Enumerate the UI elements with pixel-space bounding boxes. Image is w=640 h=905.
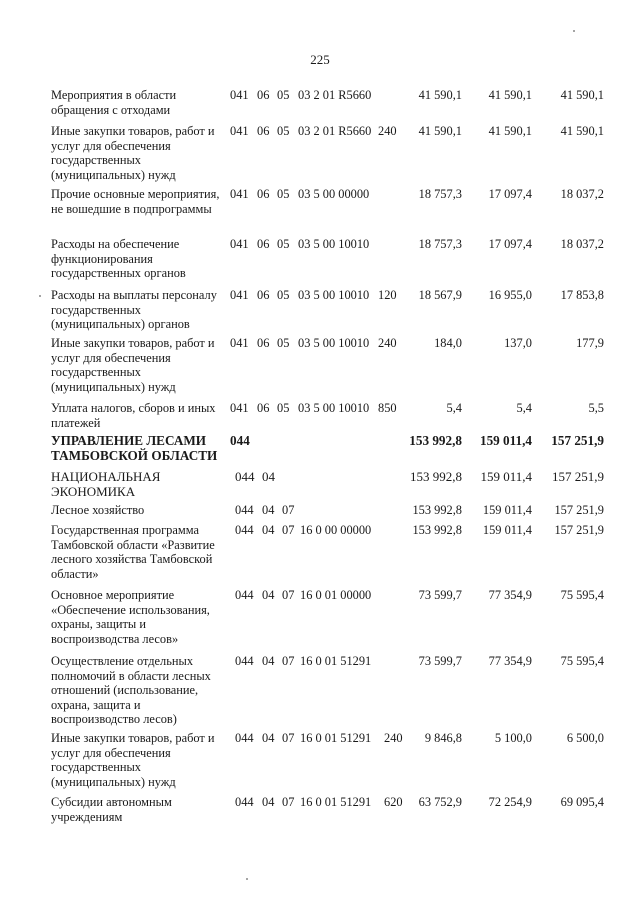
target-code: 16 0 01 51291: [300, 795, 372, 809]
ministry-code: 044: [230, 433, 250, 448]
ministry-code: 044: [235, 469, 255, 484]
value-year-3: 157 251,9: [554, 503, 604, 517]
value-year-2: 137,0: [504, 336, 532, 350]
value-year-2: 16 955,0: [488, 288, 532, 302]
subsection-code: 07: [282, 731, 295, 745]
target-code: 03 5 00 00000: [298, 187, 370, 201]
ministry-code: 041: [230, 288, 249, 302]
value-year-2: 159 011,4: [480, 469, 532, 484]
section-code: 04: [262, 731, 275, 745]
row-name: Осуществление отдельных полномочий в области лесных отношений (использование, охрана, защита и воспроизводство лесов): [51, 654, 211, 727]
value-year-1: 153 992,8: [410, 469, 462, 484]
row-name: Расходы на выплаты персоналу государственных (муниципальных) органов: [51, 288, 217, 332]
subsection-code: 05: [277, 88, 290, 102]
section-code: 06: [257, 88, 270, 102]
target-code: 03 5 00 10010: [298, 401, 370, 415]
value-year-3: 69 095,4: [560, 795, 604, 809]
scan-speck: [246, 878, 248, 880]
value-year-1: 153 992,8: [409, 433, 462, 448]
target-code: 03 5 00 10010: [298, 336, 370, 350]
row-name: Иные закупки товаров, работ и услуг для обеспечения государственных (муниципальных) нужд: [51, 336, 215, 394]
subsection-code: 05: [277, 401, 290, 415]
ministry-code: 041: [230, 88, 249, 102]
subsection-code: 05: [277, 124, 290, 138]
value-year-2: 17 097,4: [488, 187, 532, 201]
ministry-code: 041: [230, 401, 249, 415]
value-year-3: 75 595,4: [560, 654, 604, 668]
section-code: 06: [257, 288, 270, 302]
section-code: 06: [257, 336, 270, 350]
ministry-code: 041: [230, 336, 249, 350]
scan-speck: [573, 30, 575, 32]
subsection-code: 07: [282, 503, 295, 517]
value-year-2: 77 354,9: [488, 654, 532, 668]
target-code: 16 0 01 51291: [300, 731, 372, 745]
section-code: 06: [257, 187, 270, 201]
value-year-1: 41 590,1: [418, 88, 462, 102]
value-year-1: 153 992,8: [412, 523, 462, 537]
subsection-code: 07: [282, 654, 295, 668]
section-code: 06: [257, 237, 270, 251]
value-year-1: 184,0: [434, 336, 462, 350]
row-name: Основное мероприятие «Обеспечение использования, охраны, защиты и воспроизводства лесов»: [51, 588, 210, 646]
row-name: НАЦИОНАЛЬНАЯ ЭКОНОМИКА: [51, 469, 161, 499]
value-year-2: 41 590,1: [488, 88, 532, 102]
row-name: УПРАВЛЕНИЕ ЛЕСАМИ ТАМБОВСКОЙ ОБЛАСТИ: [51, 433, 218, 463]
value-year-3: 18 037,2: [560, 187, 604, 201]
section-code: 04: [262, 523, 275, 537]
section-code: 06: [257, 124, 270, 138]
subsection-code: 05: [277, 288, 290, 302]
value-year-3: 5,5: [588, 401, 604, 415]
row-name: Субсидии автономным учреждениям: [51, 795, 172, 824]
expense-type-code: 620: [384, 795, 403, 809]
value-year-3: 6 500,0: [566, 731, 604, 745]
row-name: Лесное хозяйство: [51, 503, 145, 517]
section-code: 06: [257, 401, 270, 415]
value-year-2: 72 254,9: [488, 795, 532, 809]
value-year-1: 5,4: [446, 401, 462, 415]
target-code: 16 0 01 00000: [300, 588, 372, 602]
row-name: Мероприятия в области обращения с отходами: [51, 88, 177, 117]
value-year-1: 73 599,7: [418, 588, 462, 602]
subsection-code: 05: [277, 187, 290, 201]
scan-speck: [39, 295, 41, 297]
value-year-3: 157 251,9: [554, 523, 604, 537]
value-year-3: 17 853,8: [560, 288, 604, 302]
value-year-2: 159 011,4: [482, 523, 532, 537]
subsection-code: 05: [277, 336, 290, 350]
row-name: Иные закупки товаров, работ и услуг для обеспечения государственных (муниципальных) нужд: [51, 124, 215, 182]
page-number: 225: [310, 52, 330, 67]
section-code: 04: [262, 469, 275, 484]
value-year-1: 18 567,9: [418, 288, 462, 302]
value-year-3: 41 590,1: [560, 88, 604, 102]
value-year-2: 159 011,4: [482, 503, 532, 517]
value-year-1: 153 992,8: [412, 503, 462, 517]
value-year-1: 9 846,8: [424, 731, 462, 745]
subsection-code: 07: [282, 588, 295, 602]
section-code: 04: [262, 654, 275, 668]
ministry-code: 044: [235, 795, 254, 809]
expense-type-code: 120: [378, 288, 397, 302]
expense-type-code: 850: [378, 401, 397, 415]
value-year-1: 73 599,7: [418, 654, 462, 668]
row-name: Государственная программа Тамбовской области «Развитие лесного хозяйства Тамбовской области»: [51, 523, 215, 581]
target-code: 03 2 01 R5660: [298, 88, 372, 102]
section-code: 04: [262, 503, 275, 517]
ministry-code: 041: [230, 237, 249, 251]
target-code: 03 2 01 R5660: [298, 124, 372, 138]
target-code: 03 5 00 10010: [298, 237, 370, 251]
value-year-3: 157 251,9: [552, 469, 604, 484]
row-name: Уплата налогов, сборов и иных платежей: [51, 401, 216, 430]
row-name: Расходы на обеспечение функционирования государственных органов: [51, 237, 186, 281]
section-code: 04: [262, 588, 275, 602]
value-year-2: 77 354,9: [488, 588, 532, 602]
expense-type-code: 240: [378, 336, 397, 350]
section-code: 04: [262, 795, 275, 809]
value-year-2: 5,4: [516, 401, 532, 415]
value-year-2: 159 011,4: [479, 433, 532, 448]
ministry-code: 044: [235, 588, 254, 602]
value-year-2: 17 097,4: [488, 237, 532, 251]
value-year-2: 5 100,0: [494, 731, 532, 745]
ministry-code: 041: [230, 124, 249, 138]
ministry-code: 044: [235, 654, 254, 668]
target-code: 16 0 00 00000: [300, 523, 372, 537]
value-year-1: 18 757,3: [418, 187, 462, 201]
value-year-1: 41 590,1: [418, 124, 462, 138]
subsection-code: 07: [282, 523, 295, 537]
subsection-code: 07: [282, 795, 295, 809]
value-year-3: 75 595,4: [560, 588, 604, 602]
ministry-code: 041: [230, 187, 249, 201]
value-year-3: 18 037,2: [560, 237, 604, 251]
ministry-code: 044: [235, 731, 254, 745]
ministry-code: 044: [235, 503, 254, 517]
row-name: Прочие основные мероприятия, не вошедшие в подпрограммы: [51, 187, 220, 216]
value-year-2: 41 590,1: [488, 124, 532, 138]
ministry-code: 044: [235, 523, 254, 537]
row-name: Иные закупки товаров, работ и услуг для обеспечения государственных (муниципальных) нужд: [51, 731, 215, 789]
value-year-3: 41 590,1: [560, 124, 604, 138]
value-year-3: 177,9: [576, 336, 604, 350]
expense-type-code: 240: [384, 731, 403, 745]
value-year-1: 63 752,9: [418, 795, 462, 809]
subsection-code: 05: [277, 237, 290, 251]
target-code: 16 0 01 51291: [300, 654, 372, 668]
value-year-1: 18 757,3: [418, 237, 462, 251]
value-year-3: 157 251,9: [551, 433, 604, 448]
expense-type-code: 240: [378, 124, 397, 138]
target-code: 03 5 00 10010: [298, 288, 370, 302]
